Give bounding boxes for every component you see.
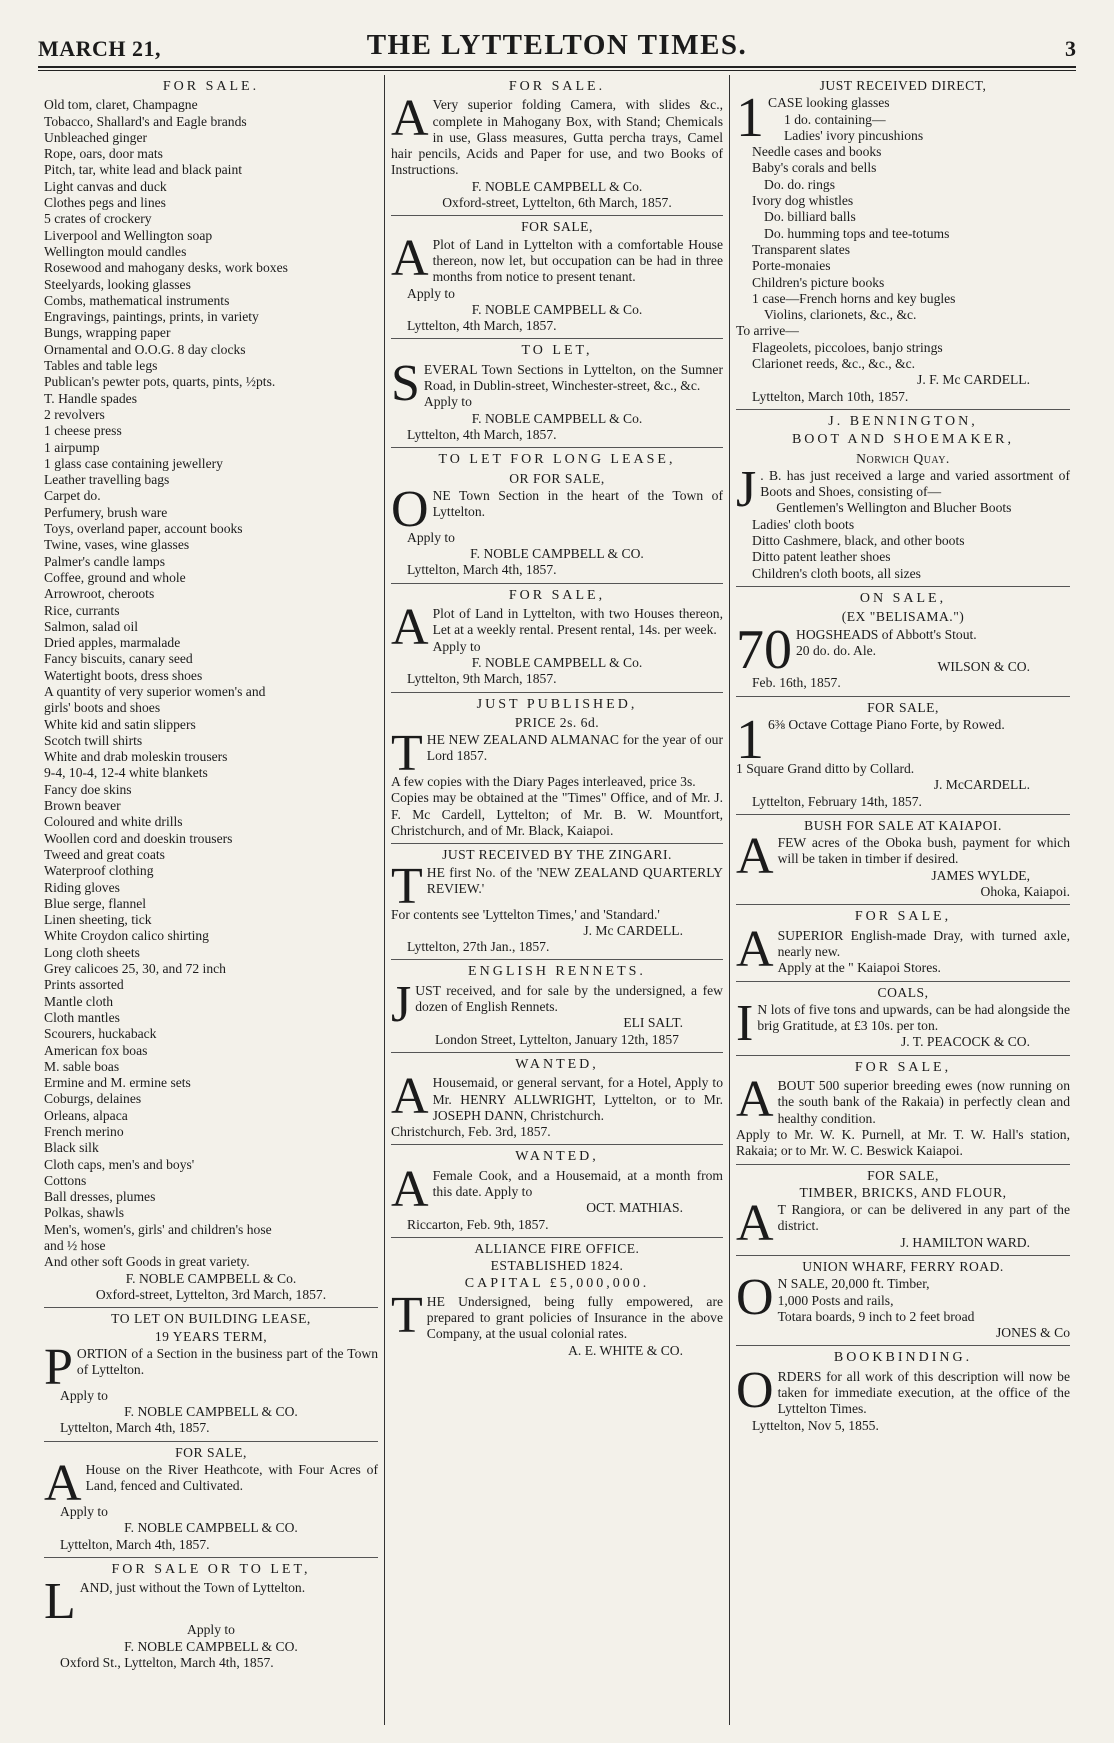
ad-body: 1 6⅜ Octave Cottage Piano Forte, by Rowed. <box>736 708 1005 771</box>
ad-body: A Housemaid, or general servant, for a Hotel, Apply to Mr. HENRY ALLWRIGHT, Lyttelton, or to Mr. JOSEPH DANN, Christchurch. <box>391 1068 723 1126</box>
ad-body: ASUPERIOR English-made Dray, with turned axle, nearly new. <box>736 920 1070 978</box>
ad-for-sale-two-houses <box>391 584 723 693</box>
list-item: Ball dresses, plumes <box>44 1189 156 1205</box>
drop-cap: A <box>44 1455 82 1513</box>
ad-body: O N SALE, 20,000 ft. Timber, 1,000 Posts and rails, Totara boards, 9 inch to 2 feet broad <box>736 1269 975 1327</box>
ad-timber-bricks-flour <box>736 1165 1070 1256</box>
list-item: 1 cheese press <box>44 423 122 439</box>
ad-body: J . B. has just received a large and varied assortment of Boots and Shoes, consisting of— <box>736 460 1070 518</box>
drop-cap: O <box>736 1361 774 1419</box>
list-item: Ornamental and O.O.G. 8 day clocks <box>44 341 246 357</box>
list-item: White and drab moleskin trousers <box>44 749 228 765</box>
list-item: Palmer's candle lamps <box>44 553 165 569</box>
ad-for-sale-goods <box>44 75 378 1308</box>
list-item: Clarionet reeds, &c., &c., &c. <box>752 356 916 372</box>
ad-body: ABOUT 500 superior breeding ewes (now running on the south bank of the Rakaia) in perfectly clean and healthy condition. <box>736 1071 1070 1129</box>
list-item: Publican's pewter pots, quarts, pints, ½pts. <box>44 374 276 390</box>
list-item: Fancy biscuits, canary seed <box>44 651 193 667</box>
ad-heading: UNION WHARF, FERRY ROAD. <box>802 1259 1004 1274</box>
list-item: 1 do. containing— <box>784 111 886 127</box>
list-item: Brown beaver <box>44 798 121 814</box>
list-item: Rope, oars, door mats <box>44 146 163 162</box>
list-item: Children's cloth boots, all sizes <box>752 565 921 581</box>
ad-alliance-fire-office <box>391 1238 723 1363</box>
list-item: Wellington mould candles <box>44 243 187 259</box>
ad-apply: Apply to <box>60 1387 108 1403</box>
ad-heading: ON SALE, <box>859 590 947 606</box>
ad-body-3: Copies may be obtained at the "Times" Office, and of Mr. J. F. Mc Cardell, Lyttelton; of Mr. B. W. Mountfort, Christchurch, and of Mr. Black, Kaiapoi. <box>391 790 723 838</box>
list-item: And other soft Goods in great variety. <box>44 1254 250 1270</box>
list-item: Ivory dog whistles <box>752 193 854 209</box>
ad-for-sale-dray <box>736 905 1070 981</box>
ad-for-sale-piano <box>736 697 1070 815</box>
ad-signature: F. NOBLE CAMPBELL & Co. <box>471 178 643 194</box>
ad-for-sale-house-heathcote <box>44 1442 378 1558</box>
ad-heading: JUST RECEIVED BY THE ZINGARI. <box>442 847 672 863</box>
ad-body: THE first No. of the 'NEW ZEALAND QUARTERLY REVIEW.' <box>391 857 723 915</box>
list-item: American fox boas <box>44 1042 148 1058</box>
ad-date: London Street, Lyttelton, January 12th, 1857 <box>435 1031 679 1047</box>
drop-cap: A <box>736 920 774 978</box>
list-item: Old tom, claret, Champagne <box>44 97 198 113</box>
list-item: White Croydon calico shirting <box>44 928 209 944</box>
ad-to-let-sections <box>391 339 723 448</box>
ad-heading: JUST RECEIVED DIRECT, <box>819 78 987 93</box>
ad-heading: FOR SALE, <box>854 909 952 925</box>
ad-apply: Apply to <box>423 394 472 410</box>
list-item: Riding gloves <box>44 879 120 895</box>
ad-date: Lyttelton, March 4th, 1857. <box>407 562 557 578</box>
list-item: Unbleached ginger <box>44 129 148 145</box>
list-item: Arrowroot, cheroots <box>44 586 155 602</box>
list-item: Light canvas and duck <box>44 178 167 194</box>
list-item: Ditto patent leather shoes <box>752 549 891 565</box>
drop-cap: P <box>44 1338 73 1396</box>
list-item: Polkas, shawls <box>44 1205 125 1221</box>
list-item: Fancy doe skins <box>44 781 132 797</box>
ad-signature: F. NOBLE CAMPBELL & Co. <box>125 1270 297 1286</box>
ad-heading: TO LET ON BUILDING LEASE, <box>111 1311 311 1327</box>
ad-heading: BUSH FOR SALE AT KAIAPOI. <box>804 817 1002 833</box>
drop-cap: A <box>391 229 429 287</box>
list-item: Do. do. rings <box>764 176 835 192</box>
ad-date: Lyttelton, 4th March, 1857. <box>407 318 557 334</box>
ad-body: I N lots of five tons and upwards, can be had alongside the brig Gratitude, at £3 10s. per ton. <box>736 994 1070 1052</box>
list-item: Ditto Cashmere, black, and other boots <box>752 533 965 549</box>
list-item: Grey calicoes 25, 30, and 72 inch <box>44 961 226 977</box>
ad-heading: FOR SALE, <box>521 219 593 235</box>
newspaper-title: THE LYTTELTON TIMES. <box>366 29 748 61</box>
list-item: Watertight boots, dress shoes <box>44 667 203 683</box>
list-item: Dried apples, marmalade <box>44 635 181 651</box>
ad-body: A Female Cook, and a Housemaid, at a month from this date. Apply to <box>391 1160 723 1218</box>
ad-signature: OCT. MATHIAS. <box>586 1200 683 1216</box>
ad-subheading: OR FOR SALE, <box>509 470 605 486</box>
ad-signature: F. NOBLE CAMPBELL & Co. <box>471 410 643 426</box>
ad-body: A Plot of Land in Lyttelton, with two Houses thereon, Let at a weekly rental. Present rental, 14s. per week. <box>391 599 723 657</box>
list-item: 1 airpump <box>44 439 100 455</box>
list-item: Coburgs, delaines <box>44 1091 142 1107</box>
drop-cap: A <box>391 90 429 148</box>
ad-body: ORDERS for all work of this description will now be taken for immediate execution, at the office of the Lyttelton Times. <box>736 1361 1070 1419</box>
list-item: Rosewood and mahogany desks, work boxes <box>44 260 288 276</box>
ad-body: 70 HOGSHEADS of Abbott's Stout. 20 do. do. Ale. <box>736 618 977 681</box>
ad-heading: COALS, <box>877 984 929 1000</box>
ad-apply: Apply to <box>187 1622 235 1638</box>
ad-for-sale-plot-house <box>391 216 723 339</box>
list-item: 1 glass case containing jewellery <box>44 455 223 471</box>
page-number: 3 <box>1065 36 1076 61</box>
ad-body-2: 1 Square Grand ditto by Collard. <box>736 760 915 776</box>
list-item: Steelyards, looking glasses <box>44 276 191 292</box>
list-item: Clothes pegs and lines <box>44 195 166 211</box>
ad-signature: J. T. PEACOCK & CO. <box>900 1034 1030 1050</box>
ad-date: Lyttelton, 9th March, 1857. <box>407 671 557 687</box>
list-item: Gentlemen's Wellington and Blucher Boots <box>776 500 1012 516</box>
ad-signature: F. NOBLE CAMPBELL & Co. <box>471 301 643 317</box>
ad-body: JUST received, and for sale by the undersigned, a few dozen of English Rennets. <box>391 975 723 1033</box>
ad-body: AFEW acres of the Oboka bush, payment for which will be taken in timber if desired. <box>736 828 1070 886</box>
drop-cap: A <box>391 1068 429 1126</box>
ad-apply: Apply to <box>432 638 481 654</box>
goods-list <box>44 97 378 1270</box>
ad-date: Riccarton, Feb. 9th, 1857. <box>407 1216 549 1232</box>
ad-for-sale-ewes <box>736 1056 1070 1165</box>
drop-cap: 70 <box>736 618 792 681</box>
drop-cap: 1 <box>736 87 764 150</box>
drop-cap: J <box>736 460 757 518</box>
ad-signature: F. NOBLE CAMPBELL & CO. <box>470 546 644 562</box>
list-item: Perfumery, brush ware <box>44 504 168 520</box>
drop-cap: A <box>391 1160 429 1218</box>
list-item: Scotch twill shirts <box>44 732 143 748</box>
ad-body-2: Apply at the " Kaiapoi Stores. <box>777 960 941 976</box>
ad-to-let-building-lease <box>44 1308 378 1441</box>
list-item: Tables and table legs <box>44 358 158 374</box>
ad-on-sale-stout <box>736 587 1070 697</box>
ad-wanted-cook <box>391 1145 723 1237</box>
ad-date: Christchurch, Feb. 3rd, 1857. <box>391 1124 551 1140</box>
ad-heading: ENGLISH RENNETS. <box>468 964 646 980</box>
list-item: Rice, currants <box>44 602 120 618</box>
ad-body: THE Undersigned, being fully empowered, are prepared to grant policies of Insurance in the above Company, at the usual colonial rates. <box>391 1286 723 1344</box>
ad-coals <box>736 982 1070 1056</box>
drop-cap: O <box>391 480 429 538</box>
masthead <box>38 22 1076 62</box>
ad-signature: F. NOBLE CAMPBELL & Co. <box>471 654 643 670</box>
list-item: Ladies' ivory pincushions <box>784 127 924 143</box>
list-item: Porte-monaies <box>752 258 831 274</box>
ad-heading: FOR SALE. <box>508 79 606 94</box>
drop-cap: A <box>391 599 429 657</box>
ad-subheading: ESTABLISHED 1824. <box>490 1258 624 1274</box>
list-item: Do. humming tops and tee-totums <box>764 225 950 241</box>
issue-date: MARCH 21, <box>38 36 162 61</box>
ad-signature: ELI SALT. <box>623 1015 683 1031</box>
ad-heading: TO LET FOR LONG LEASE, <box>438 452 676 468</box>
ad-first-line: 1 CASE looking glasses <box>736 87 890 150</box>
column-right <box>730 75 1076 1725</box>
ad-capital: CAPITAL £5,000,000. <box>464 1275 650 1291</box>
columns <box>38 75 1076 1725</box>
ad-body: A Very superior folding Camera, with slides &c., complete in Mahogany Box, with Stand; Chemicals in use, Glass measures, Gutta percha trays, Camel hair pencils, Acids and Paper for use, and two Books of Instructions. <box>391 90 723 178</box>
drop-cap: S <box>391 354 420 412</box>
ad-date: Lyttelton, March 10th, 1857. <box>752 388 909 404</box>
ad-date: Lyttelton, Nov 5, 1855. <box>752 1417 879 1433</box>
ad-apply: Apply to <box>60 1504 108 1520</box>
list-item: Cloth mantles <box>44 1009 120 1025</box>
drop-cap: J <box>391 975 412 1033</box>
ad-subheading: TIMBER, BRICKS, AND FLOUR, <box>799 1184 1007 1200</box>
list-item: To arrive— <box>736 323 799 339</box>
list-item: 1 case—French horns and key bugles <box>752 290 956 306</box>
ad-signature: F. NOBLE CAMPBELL & CO. <box>124 1404 298 1420</box>
ad-signature: J. McCARDELL. <box>933 777 1030 793</box>
ad-for-sale-camera <box>391 75 723 216</box>
list-item: 5 crates of crockery <box>44 211 152 227</box>
list-item: 9-4, 10-4, 12-4 white blankets <box>44 765 208 781</box>
drop-cap: A <box>736 828 774 886</box>
ad-for-sale-or-to-let-land <box>44 1558 378 1675</box>
list-item: Cottons <box>44 1172 87 1188</box>
ad-address: Oxford-street, Lyttelton, 3rd March, 1857. <box>95 1286 327 1302</box>
list-item: Children's picture books <box>752 274 885 290</box>
list-item: Flageolets, piccoloes, banjo strings <box>752 339 943 355</box>
column-left <box>38 75 384 1725</box>
ad-body-2: A few copies with the Diary Pages interleaved, price 3s. <box>391 774 696 790</box>
list-item: and ½ hose <box>44 1238 106 1254</box>
list-item: Bungs, wrapping paper <box>44 325 171 341</box>
ad-bookbinding <box>736 1346 1070 1437</box>
list-item: Waterproof clothing <box>44 863 154 879</box>
ad-body: THE NEW ZEALAND ALMANAC for the year of our Lord 1857. <box>391 725 723 783</box>
ad-heading: J. BENNINGTON, <box>828 413 978 429</box>
ad-date: Lyttelton, 27th Jan., 1857. <box>407 939 550 955</box>
ad-body-2: For contents see 'Lyttelton Times,' and 'Standard.' <box>391 906 660 922</box>
drop-cap: A <box>736 1195 774 1253</box>
list-item: Transparent slates <box>752 241 851 257</box>
list-item: Toys, overland paper, account books <box>44 521 243 537</box>
list-item: Twine, vases, wine glasses <box>44 537 190 553</box>
drop-cap: L <box>44 1573 76 1631</box>
ad-heading: FOR SALE, <box>867 1167 939 1183</box>
list-item: Coffee, ground and whole <box>44 569 186 585</box>
list-item: girls' boots and shoes <box>44 700 161 716</box>
list-item: Baby's corals and bells <box>752 160 877 176</box>
list-item: Violins, clarionets, &c., &c. <box>764 307 917 323</box>
drop-cap: T <box>391 1286 423 1344</box>
list-item: French merino <box>44 1124 124 1139</box>
list-item: Long cloth sheets <box>44 944 140 960</box>
ad-subheading: PRICE 2s. 6d. <box>514 714 600 730</box>
ad-heading: FOR SALE. <box>162 79 260 94</box>
ad-date: Oxford St., Lyttelton, March 4th, 1857. <box>60 1654 274 1670</box>
drop-cap: 1 <box>736 708 764 771</box>
ad-apply: Apply to <box>407 529 455 545</box>
list-item: Ermine and M. ermine sets <box>44 1075 191 1091</box>
ad-bennington-bootmaker <box>736 410 1070 587</box>
ad-heading: FOR SALE, <box>854 1059 952 1075</box>
list-item: Woollen cord and doeskin trousers <box>44 830 233 846</box>
drop-cap: O <box>736 1269 774 1327</box>
ad-date: Oxford-street, Lyttelton, 6th March, 1857. <box>442 195 672 211</box>
list-item: T. Handle spades <box>44 390 137 406</box>
ad-heading: WANTED, <box>515 1149 599 1165</box>
list-item: Pitch, tar, white lead and black paint <box>44 162 243 178</box>
ad-quarterly-review <box>391 844 723 960</box>
ad-location: Norwich Quay. <box>856 450 950 466</box>
list-item: Coloured and white drills <box>44 814 183 830</box>
drop-cap: T <box>391 857 423 915</box>
ad-date: Lyttelton, March 4th, 1857. <box>60 1536 210 1552</box>
ad-heading: JUST PUBLISHED, <box>476 696 638 712</box>
column-middle <box>384 75 730 1725</box>
ad-heading: FOR SALE, <box>175 1444 247 1460</box>
ad-bush-for-sale <box>736 815 1070 905</box>
ad-signature: F. NOBLE CAMPBELL & CO. <box>124 1520 298 1536</box>
ad-signature: A. E. WHITE & CO. <box>568 1342 683 1358</box>
list-item: Engravings, paintings, prints, in variety <box>44 309 259 325</box>
ad-signature: J. Mc CARDELL. <box>583 922 683 938</box>
ad-date: Lyttelton, February 14th, 1857. <box>752 793 922 809</box>
list-item: Mantle cloth <box>44 993 114 1009</box>
list-item: Do. billiard balls <box>764 209 856 225</box>
ad-date: Feb. 16th, 1857. <box>752 675 841 691</box>
ad-body: PORTION of a Section in the business part of the Town of Lyttelton. <box>44 1338 378 1396</box>
ad-signature: J. HAMILTON WARD. <box>900 1234 1030 1250</box>
list-item: Tobacco, Shallard's and Eagle brands <box>44 113 247 129</box>
ad-signature: JONES & Co <box>995 1325 1070 1341</box>
ad-just-received-direct <box>736 75 1070 410</box>
list-item: Liverpool and Wellington soap <box>44 227 213 243</box>
ad-date: Lyttelton, 4th March, 1857. <box>407 426 557 442</box>
list-item: White kid and satin slippers <box>44 716 196 732</box>
ad-english-rennets <box>391 960 723 1052</box>
list-item: Cloth caps, men's and boys' <box>44 1156 195 1172</box>
ad-heading: ALLIANCE FIRE OFFICE. <box>474 1240 640 1256</box>
ad-apply: Apply to <box>407 285 455 301</box>
ad-body: LAND, just without the Town of Lyttelton. <box>44 1573 306 1631</box>
drop-cap: I <box>736 994 754 1052</box>
drop-cap: T <box>391 725 423 783</box>
list-item: Linen sheeting, tick <box>44 912 152 928</box>
ad-heading: BOOKBINDING. <box>833 1350 973 1366</box>
ad-heading: FOR SALE, <box>508 587 606 603</box>
ad-body: A T Rangiora, or can be delivered in any part of the district. <box>736 1195 1070 1253</box>
list-item: M. sable boas <box>44 1058 120 1074</box>
ad-subheading: BOOT AND SHOEMAKER, <box>791 432 1015 448</box>
ad-body: SEVERAL Town Sections in Lyttelton, on the Sumner Road, in Dublin-street, Winchester-street, &c., &c. <box>391 354 723 412</box>
list-item: Ladies' cloth boots <box>752 516 855 532</box>
ad-signature: J. F. Mc CARDELL. <box>917 372 1030 388</box>
list-item: Tweed and great coats <box>44 846 165 862</box>
masthead-rule <box>38 66 1076 71</box>
ad-signature: F. NOBLE CAMPBELL & CO. <box>124 1638 298 1654</box>
list-item: 2 revolvers <box>44 406 105 422</box>
ad-signature: WILSON & CO. <box>937 659 1030 675</box>
goods-list <box>736 500 1070 581</box>
list-item: Salmon, salad oil <box>44 618 139 634</box>
ad-heading: WANTED, <box>515 1056 599 1072</box>
ad-to-let-long-lease <box>391 448 723 583</box>
ad-wanted-housemaid <box>391 1053 723 1145</box>
drop-cap: A <box>736 1071 774 1129</box>
list-item: A quantity of very superior women's and <box>44 683 266 699</box>
list-item: Needle cases and books <box>752 144 882 160</box>
ad-address: Ohoka, Kaiapoi. <box>980 884 1070 900</box>
ad-heading: FOR SALE OR TO LET, <box>111 1561 311 1577</box>
ad-date: Lyttelton, March 4th, 1857. <box>60 1420 210 1436</box>
ad-body: A House on the River Heathcote, with Four Acres of Land, fenced and Cultivated. <box>44 1455 378 1513</box>
ad-heading: TO LET, <box>521 343 593 359</box>
list-item: Carpet do. <box>44 488 101 504</box>
list-item: Black silk <box>44 1140 99 1156</box>
list-item: Men's, women's, girls' and children's hose <box>44 1221 272 1237</box>
list-item: Orleans, alpaca <box>44 1107 128 1123</box>
list-item: Scourers, huckaback <box>44 1026 157 1042</box>
ad-subheading: (EX "BELISAMA.") <box>841 609 965 625</box>
ad-body: A Plot of Land in Lyttelton with a comfortable House thereon, now let, but occupation can be had in three months from notice to present tenant. <box>391 229 723 287</box>
list-item: Blue serge, flannel <box>44 895 147 911</box>
ad-body-2: Apply to Mr. W. K. Purnell, at Mr. T. W. Hall's station, Rakaia; or to Mr. W. C. Beswick Kaiapoi. <box>736 1126 1070 1159</box>
ad-subheading: 19 YEARS TERM, <box>154 1328 268 1344</box>
ad-body: ONE Town Section in the heart of the Town of Lyttelton. <box>391 480 723 538</box>
list-item: Prints assorted <box>44 977 124 993</box>
ad-union-wharf <box>736 1256 1070 1346</box>
goods-list <box>736 112 1070 373</box>
list-item: Leather travelling bags <box>44 472 170 488</box>
ad-heading: FOR SALE, <box>867 699 939 715</box>
ad-signature: JAMES WYLDE, <box>931 867 1030 883</box>
list-item: Combs, mathematical instruments <box>44 292 230 308</box>
ad-just-published-almanac <box>391 693 723 845</box>
